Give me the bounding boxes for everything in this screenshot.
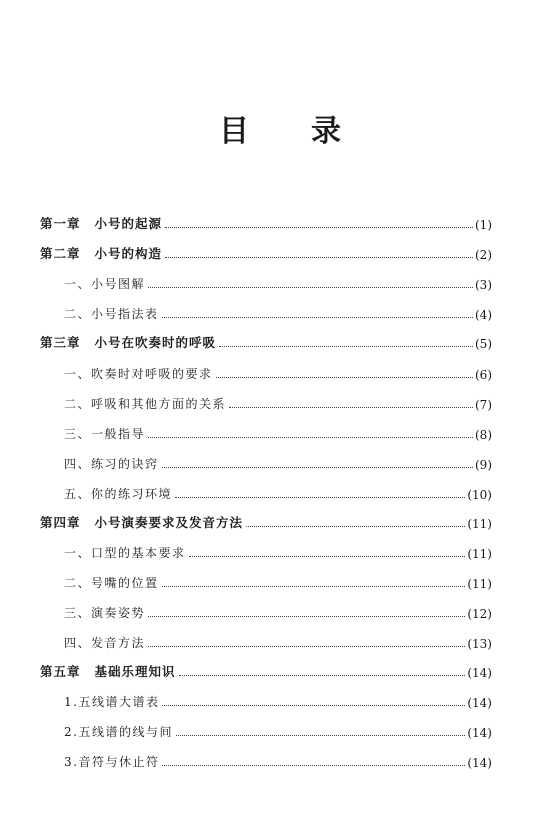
dot-leader — [162, 585, 466, 587]
toc-entry-chapter-2[interactable] — [40, 242, 492, 262]
section-title: 五、你的练习环境 — [64, 487, 173, 501]
toc-entry-section[interactable] — [64, 422, 492, 442]
section-title: 四、练习的诀窍 — [64, 457, 159, 471]
toc-entry-section[interactable] — [64, 482, 492, 502]
chapter-number: 第五章 — [40, 664, 81, 679]
dot-leader — [162, 764, 465, 766]
dot-leader — [148, 645, 465, 647]
dot-leader — [165, 256, 473, 258]
chapter-title: 小号在吹奏时的呼吸 — [94, 335, 217, 350]
section-title: 三、一般指导 — [64, 427, 146, 441]
dot-leader — [162, 316, 473, 318]
dot-leader — [176, 734, 465, 736]
dot-leader — [216, 376, 473, 378]
page-number: (11) — [467, 517, 492, 531]
dot-leader — [162, 704, 465, 706]
chapter-title: 小号演奏要求及发音方法 — [94, 515, 244, 530]
toc-entry-section[interactable] — [64, 720, 492, 740]
dot-leader — [219, 345, 473, 347]
page-number: (14) — [467, 726, 492, 740]
section-title: 二、小号指法表 — [64, 307, 159, 321]
toc-entry-chapter-5[interactable] — [40, 660, 492, 680]
page-number: (14) — [467, 666, 492, 680]
section-title: 三、演奏姿势 — [64, 606, 146, 620]
section-title: 一、吹奏时对呼吸的要求 — [64, 367, 213, 381]
page-number: (8) — [475, 428, 492, 442]
page-number: (5) — [475, 337, 492, 351]
toc-entry-section[interactable] — [64, 571, 492, 591]
page-number: (3) — [475, 278, 492, 292]
chapter-number: 第二章 — [40, 246, 81, 261]
chapter-number: 第四章 — [40, 515, 81, 530]
toc-entry-section[interactable] — [64, 362, 492, 382]
dot-leader — [148, 286, 473, 288]
dot-leader — [162, 466, 473, 468]
section-title: 一、小号图解 — [64, 277, 146, 291]
page-number: (6) — [475, 368, 492, 382]
page-number: (10) — [467, 488, 492, 502]
page-number: (7) — [475, 398, 492, 412]
toc-entry-section[interactable] — [64, 750, 492, 770]
page-number: (11) — [467, 547, 492, 561]
dot-leader — [148, 436, 473, 438]
dot-leader — [179, 674, 466, 676]
dot-leader — [246, 525, 465, 527]
page-number: (12) — [467, 607, 492, 621]
page-number: (4) — [475, 308, 492, 322]
toc-entry-section[interactable] — [64, 452, 492, 472]
section-title: 二、号嘴的位置 — [64, 576, 159, 590]
page-number: (9) — [475, 458, 492, 472]
title-char-2: 录 — [311, 114, 341, 149]
page-number: (2) — [475, 248, 492, 262]
chapter-number: 第三章 — [40, 335, 81, 350]
toc-entry-chapter-1[interactable] — [40, 212, 492, 232]
toc-entry-section[interactable] — [64, 631, 492, 651]
title-char-1: 目 — [219, 114, 249, 149]
section-title: 3.音符与休止符 — [64, 755, 160, 769]
chapter-title: 小号的构造 — [94, 246, 163, 261]
toc-entry-chapter-4[interactable] — [40, 511, 492, 531]
toc-entry-section[interactable] — [64, 601, 492, 621]
dot-leader — [189, 555, 466, 557]
page-number: (14) — [467, 756, 492, 770]
toc-entry-chapter-3[interactable] — [40, 331, 492, 351]
toc-entry-section[interactable] — [64, 392, 492, 412]
section-title: 1.五线谱大谱表 — [64, 695, 160, 709]
section-title: 四、发音方法 — [64, 636, 146, 650]
toc-entry-section[interactable] — [64, 541, 492, 561]
toc-entry-section[interactable] — [64, 302, 492, 322]
chapter-title: 小号的起源 — [94, 216, 163, 231]
chapter-title: 基础乐理知识 — [94, 664, 176, 679]
toc-entry-section[interactable] — [64, 272, 492, 292]
dot-leader — [148, 615, 465, 617]
dot-leader — [175, 496, 465, 498]
page-number: (11) — [467, 577, 492, 591]
dot-leader — [165, 226, 473, 228]
section-title: 一、口型的基本要求 — [64, 546, 186, 560]
page-title — [0, 106, 560, 150]
section-title: 2.五线谱的线与间 — [64, 725, 173, 739]
page-number: (14) — [467, 696, 492, 710]
page-number: (1) — [475, 218, 492, 232]
chapter-number: 第一章 — [40, 216, 81, 231]
dot-leader — [229, 406, 473, 408]
toc-entry-section[interactable] — [64, 690, 492, 710]
section-title: 二、呼吸和其他方面的关系 — [64, 397, 227, 411]
page-number: (13) — [467, 637, 492, 651]
